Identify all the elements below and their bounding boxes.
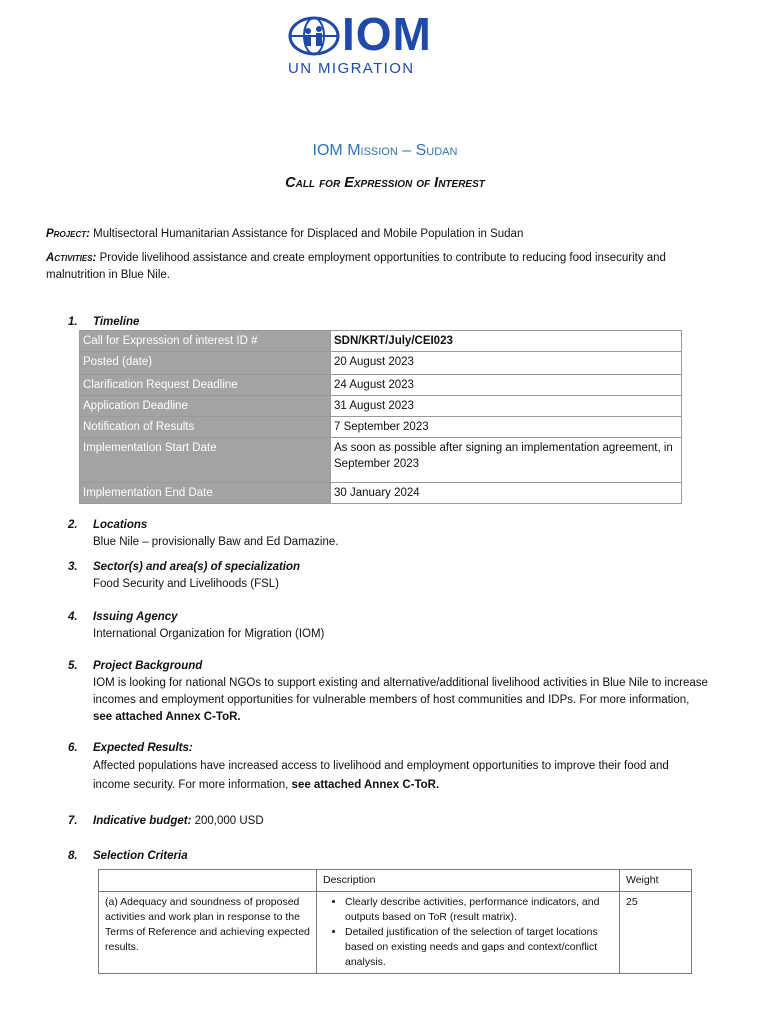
project-label: Project: xyxy=(46,228,90,240)
section-number: 2. xyxy=(68,519,78,531)
timeline-value: 24 August 2023 xyxy=(331,375,682,396)
logo-subtitle: UN MIGRATION xyxy=(288,60,415,77)
annex-reference: see attached Annex C-ToR. xyxy=(291,779,440,791)
body-text: Affected populations have increased access to livelihood and employment opportunities to improve their food and income security. For more information, xyxy=(93,760,669,791)
project-text: Multisectoral Humanitarian Assistance for Displaced and Mobile Population in Sudan xyxy=(89,228,524,240)
weight-cell: 25 xyxy=(620,892,692,974)
column-header: Description xyxy=(317,870,620,892)
table-row xyxy=(80,483,682,504)
section-number: 7. xyxy=(68,815,78,827)
timeline-label: Implementation Start Date xyxy=(80,438,331,483)
timeline-label: Clarification Request Deadline xyxy=(80,375,331,396)
section-body: Food Security and Livelihoods (FSL) xyxy=(93,578,280,590)
activities-line xyxy=(46,250,696,284)
timeline-label: Call for Expression of interest ID # xyxy=(80,331,331,352)
activities-text: Provide livelihood assistance and create employment opportunities to contribute to reducing food insecurity and malnutrition in Blue Nile. xyxy=(46,252,666,281)
description-list xyxy=(323,895,613,970)
table-row xyxy=(80,331,682,352)
section-body xyxy=(93,675,708,726)
section-number: 5. xyxy=(68,660,78,672)
timeline-label: Posted (date) xyxy=(80,352,331,375)
timeline-label: Notification of Results xyxy=(80,417,331,438)
list-item: • Detailed justification of the selection of target locations based on existing needs and gaps and context/conflict analysis. xyxy=(345,925,613,970)
table-row xyxy=(80,352,682,375)
section-body: Blue Nile – provisionally Baw and Ed Damazine. xyxy=(93,536,339,548)
body-text: IOM is looking for national NGOs to support existing and alternative/additional livelihood activities in Blue Nile to increase incomes and employment opportunities for vulnerable members of host communities and IDPs. For more information, xyxy=(93,677,708,706)
table-row xyxy=(80,438,682,483)
timeline-label: Application Deadline xyxy=(80,396,331,417)
table-row xyxy=(80,417,682,438)
budget-line xyxy=(93,813,264,830)
mission-title: IOM Mission – Sudan xyxy=(312,142,458,159)
timeline-table xyxy=(79,330,682,504)
section-number: 1. xyxy=(68,316,78,328)
call-title: Call for Expression of Interest xyxy=(285,175,485,191)
section-title: Sector(s) and area(s) of specialization xyxy=(93,561,301,573)
description-cell xyxy=(317,892,620,974)
criteria-table xyxy=(98,869,692,974)
criterion-cell: (a) Adequacy and soundness of proposed activities and work plan in response to the Terms of Reference and achieving expected results. xyxy=(99,892,317,974)
column-header: Weight xyxy=(620,870,692,892)
section-title: Locations xyxy=(93,519,148,531)
budget-value: 200,000 USD xyxy=(191,815,264,827)
timeline-value: 30 January 2024 xyxy=(331,483,682,504)
section-title: Expected Results: xyxy=(93,742,193,754)
section-title: Indicative budget: xyxy=(93,815,192,827)
section-title: Selection Criteria xyxy=(93,850,188,862)
timeline-value: 7 September 2023 xyxy=(331,417,682,438)
un-emblem-icon xyxy=(288,16,340,56)
section-number: 6. xyxy=(68,742,78,754)
timeline-value: 31 August 2023 xyxy=(331,396,682,417)
section-number: 3. xyxy=(68,561,78,573)
iom-logo xyxy=(288,8,458,80)
column-header xyxy=(99,870,317,892)
table-row xyxy=(99,892,692,974)
table-row xyxy=(80,375,682,396)
activities-label: Activities: xyxy=(46,252,97,264)
section-number: 4. xyxy=(68,611,78,623)
section-title: Project Background xyxy=(93,660,203,672)
section-number: 8. xyxy=(68,850,78,862)
section-title: Issuing Agency xyxy=(93,611,178,623)
project-line xyxy=(46,226,696,243)
section-body: International Organization for Migration (IOM) xyxy=(93,628,325,640)
list-item: • Clearly describe activities, performance indicators, and outputs based on ToR (result matrix). xyxy=(345,895,613,925)
section-body xyxy=(93,757,708,795)
timeline-label: Implementation End Date xyxy=(80,483,331,504)
logo-wordmark: IOM xyxy=(342,8,432,60)
table-header-row xyxy=(99,870,692,892)
table-row xyxy=(80,396,682,417)
timeline-value: SDN/KRT/July/CEI023 xyxy=(331,331,682,352)
timeline-value: 20 August 2023 xyxy=(331,352,682,375)
timeline-value: As soon as possible after signing an implementation agreement, in September 2023 xyxy=(331,438,682,483)
annex-reference: see attached Annex C-ToR. xyxy=(93,711,241,723)
section-title: Timeline xyxy=(93,316,140,328)
